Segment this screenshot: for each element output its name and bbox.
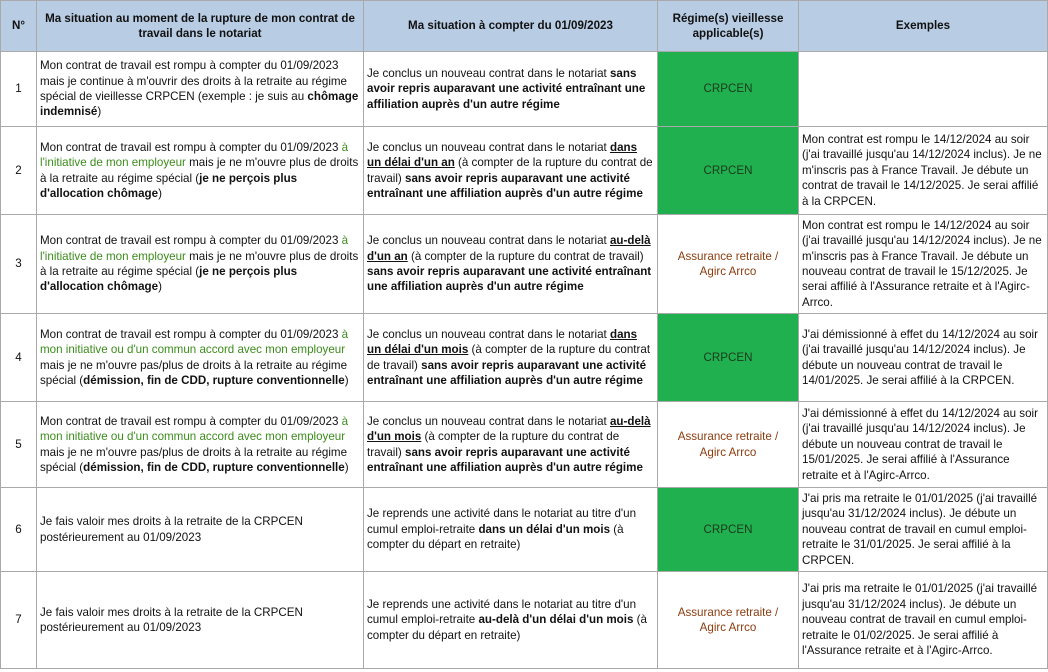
table-row <box>1 402 1048 488</box>
regime-cell-assurance: Assurance retraite / Agirc Arrco <box>658 215 799 314</box>
row-number: 5 <box>1 402 37 488</box>
situation-cell: Mon contrat de travail est rompu à compter du 01/09/2023 à l'initiative de mon employeur mais je ne m'ouvre plus de droits à la retraite au régime spécial (je ne perçois plus d'allocation chômage) <box>37 215 364 314</box>
table-row <box>1 52 1048 127</box>
apres-cell: Je conclus un nouveau contrat dans le notariat dans un délai d'un mois (à compter de la rupture du contrat de travail) sans avoir repris auparavant une activité entraînant une affiliation auprès d'un autre régime <box>364 314 658 402</box>
table-row <box>1 314 1048 402</box>
apres-cell: Je conclus un nouveau contrat dans le notariat au-delà d'un mois (à compter de la rupture du contrat de travail) sans avoir repris auparavant une activité entraînant une affiliation auprès d'un autre régime <box>364 402 658 488</box>
exemple-cell: Mon contrat est rompu le 14/12/2024 au soir (j'ai travaillé jusqu'au 14/12/2024 inclus). Je ne m'inscris pas à France Travail. Je débute un nouveau contrat de travail le 15/12/2025. Je serai affilié à l'Assurance retraite et à l'Agirc-Arrco. <box>799 215 1048 314</box>
header-regime: Régime(s) vieillesse applicable(s) <box>658 1 799 52</box>
exemple-cell: J'ai démissionné à effet du 14/12/2024 au soir (j'ai travaillé jusqu'au 14/12/2024 inclus). Je débute un nouveau contrat de travail le 14/01/2025. Je serai affilié à la CRPCEN. <box>799 314 1048 402</box>
header-exemples: Exemples <box>799 1 1048 52</box>
exemple-cell: J'ai démissionné à effet du 14/12/2024 au soir (j'ai travaillé jusqu'au 14/12/2024 inclus). Je débute un nouveau contrat de travail le 15/01/2025. Je serai affilié à l'Assurance retraite et à l'Agirc-Arrco. <box>799 402 1048 488</box>
apres-cell: Je conclus un nouveau contrat dans le notariat sans avoir repris auparavant une activité entraînant une affiliation auprès d'un autre régime <box>364 52 658 127</box>
exemple-cell <box>799 52 1048 127</box>
header-situation-rupture: Ma situation au moment de la rupture de mon contrat de travail dans le notariat <box>37 1 364 52</box>
exemple-cell: J'ai pris ma retraite le 01/01/2025 (j'ai travaillé jusqu'au 31/12/2024 inclus). Je débute un nouveau contrat de travail en cumul emploi-retraite le 31/01/2025. Je serai affilié à la CRPCEN. <box>799 488 1048 572</box>
header-situation-apres: Ma situation à compter du 01/09/2023 <box>364 1 658 52</box>
situation-cell: Mon contrat de travail est rompu à compter du 01/09/2023 à mon initiative ou d'un commun accord avec mon employeur mais je ne m'ouvre pas/plus de droits à la retraite au régime spécial (démission, fin de CDD, rupture conventionnelle) <box>37 314 364 402</box>
situation-cell: Mon contrat de travail est rompu à compter du 01/09/2023 mais je continue à m'ouvrir des droits à la retraite au régime spécial de vieillesse CRPCEN (exemple : je suis au chômage indemnisé) <box>37 52 364 127</box>
regime-cell-assurance: Assurance retraite / Agirc Arrco <box>658 402 799 488</box>
situation-cell: Mon contrat de travail est rompu à compter du 01/09/2023 à mon initiative ou d'un commun accord avec mon employeur mais je ne m'ouvre pas/plus de droits à la retraite au régime spécial (démission, fin de CDD, rupture conventionnelle) <box>37 402 364 488</box>
regime-cell-crpcen: CRPCEN <box>658 127 799 215</box>
exemple-cell: J'ai pris ma retraite le 01/01/2025 (j'ai travaillé jusqu'au 31/12/2024 inclus). Je débute un nouveau contrat de travail en cumul emploi-retraite le 01/02/2025. Je serai affilié à l'Assurance retraite et à l'Agirc-Arrco. <box>799 572 1048 669</box>
exemple-cell: Mon contrat est rompu le 14/12/2024 au soir (j'ai travaillé jusqu'au 14/12/2024 inclus). Je ne m'inscris pas à France Travail. Je débute un contrat de travail le 14/12/2025. Je serai affilié à la CRPCEN. <box>799 127 1048 215</box>
table-header-row <box>1 1 1048 52</box>
regime-cell-crpcen: CRPCEN <box>658 488 799 572</box>
table-row <box>1 572 1048 669</box>
situation-cell: Je fais valoir mes droits à la retraite de la CRPCEN postérieurement au 01/09/2023 <box>37 488 364 572</box>
row-number: 4 <box>1 314 37 402</box>
apres-cell: Je conclus un nouveau contrat dans le notariat au-delà d'un an (à compter de la rupture du contrat de travail) sans avoir repris auparavant une activité entraînant une affiliation auprès d'un autre régime <box>364 215 658 314</box>
row-number: 3 <box>1 215 37 314</box>
row-number: 1 <box>1 52 37 127</box>
row-number: 2 <box>1 127 37 215</box>
row-number: 7 <box>1 572 37 669</box>
regime-cell-crpcen: CRPCEN <box>658 314 799 402</box>
table-row <box>1 127 1048 215</box>
situation-cell: Je fais valoir mes droits à la retraite de la CRPCEN postérieurement au 01/09/2023 <box>37 572 364 669</box>
apres-cell: Je reprends une activité dans le notariat au titre d'un cumul emploi-retraite au-delà d'un délai d'un mois (à compter du départ en retraite) <box>364 572 658 669</box>
apres-cell: Je conclus un nouveau contrat dans le notariat dans un délai d'un an (à compter de la rupture du contrat de travail) sans avoir repris auparavant une activité entraînant une affiliation auprès d'un autre régime <box>364 127 658 215</box>
table-row <box>1 215 1048 314</box>
table-row <box>1 488 1048 572</box>
apres-cell: Je reprends une activité dans le notariat au titre d'un cumul emploi-retraite dans un délai d'un mois (à compter du départ en retraite) <box>364 488 658 572</box>
row-number: 6 <box>1 488 37 572</box>
regime-cell-crpcen: CRPCEN <box>658 52 799 127</box>
situation-cell: Mon contrat de travail est rompu à compter du 01/09/2023 à l'initiative de mon employeur mais je ne m'ouvre plus de droits à la retraite au régime spécial (je ne perçois plus d'allocation chômage) <box>37 127 364 215</box>
regime-cell-assurance: Assurance retraite / Agirc Arrco <box>658 572 799 669</box>
header-num: N° <box>1 1 37 52</box>
